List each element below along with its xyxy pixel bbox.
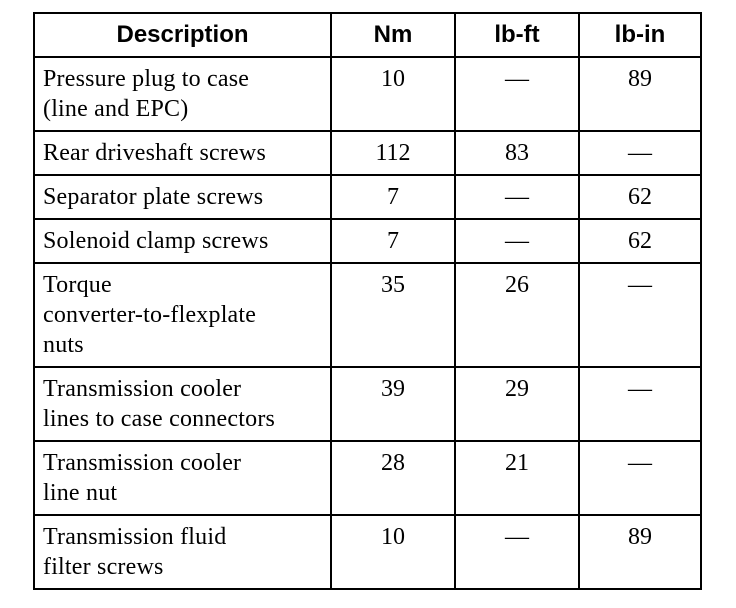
- cell-lb-ft: —: [455, 175, 579, 219]
- cell-lb-ft: —: [455, 219, 579, 263]
- cell-description: [34, 219, 331, 263]
- cell-lb-ft: 29: [455, 367, 579, 441]
- table-body: [34, 57, 701, 589]
- description-line: Transmission cooler: [43, 450, 242, 476]
- cell-nm: 7: [331, 219, 455, 263]
- description-line: converter-to-flexplate: [43, 302, 257, 328]
- description-line: Pressure plug to case: [43, 66, 250, 92]
- cell-lb-in: —: [579, 131, 701, 175]
- cell-description: [34, 175, 331, 219]
- cell-nm: 10: [331, 515, 455, 589]
- cell-lb-in: 62: [579, 219, 701, 263]
- description-line: Rear driveshaft screws: [43, 140, 266, 166]
- cell-lb-ft: 26: [455, 263, 579, 367]
- cell-nm: 112: [331, 131, 455, 175]
- cell-lb-ft: 83: [455, 131, 579, 175]
- header-lb-ft: lb-ft: [455, 13, 579, 57]
- description-line: Separator plate screws: [43, 184, 264, 210]
- description-line: Transmission fluid: [43, 524, 227, 550]
- description-line: (line and EPC): [43, 96, 189, 122]
- cell-description: [34, 367, 331, 441]
- cell-lb-in: —: [579, 263, 701, 367]
- cell-lb-in: —: [579, 367, 701, 441]
- cell-description: [34, 57, 331, 131]
- description-line: nuts: [43, 332, 84, 358]
- table-row: [34, 515, 701, 589]
- cell-nm: 10: [331, 57, 455, 131]
- description-line: line nut: [43, 480, 118, 506]
- cell-lb-in: 89: [579, 515, 701, 589]
- cell-lb-ft: —: [455, 57, 579, 131]
- description-line: Transmission cooler: [43, 376, 242, 402]
- cell-nm: 28: [331, 441, 455, 515]
- header-row: [34, 13, 701, 57]
- table-row: [34, 219, 701, 263]
- cell-description: [34, 263, 331, 367]
- description-line: lines to case connectors: [43, 406, 276, 432]
- table-row: [34, 367, 701, 441]
- table-row: [34, 441, 701, 515]
- cell-lb-in: —: [579, 441, 701, 515]
- cell-nm: 39: [331, 367, 455, 441]
- description-line: filter screws: [43, 554, 164, 580]
- cell-nm: 35: [331, 263, 455, 367]
- header-lb-in: lb-in: [579, 13, 701, 57]
- torque-spec-table: [33, 12, 702, 590]
- cell-lb-ft: —: [455, 515, 579, 589]
- description-line: Solenoid clamp screws: [43, 228, 269, 254]
- cell-description: [34, 441, 331, 515]
- table-row: [34, 175, 701, 219]
- cell-description: [34, 515, 331, 589]
- cell-lb-ft: 21: [455, 441, 579, 515]
- cell-description: [34, 131, 331, 175]
- cell-nm: 7: [331, 175, 455, 219]
- table-row: [34, 57, 701, 131]
- header-description: Description: [34, 13, 331, 57]
- table-row: [34, 131, 701, 175]
- header-nm: Nm: [331, 13, 455, 57]
- cell-lb-in: 62: [579, 175, 701, 219]
- description-line: Torque: [43, 272, 112, 298]
- cell-lb-in: 89: [579, 57, 701, 131]
- table-row: [34, 263, 701, 367]
